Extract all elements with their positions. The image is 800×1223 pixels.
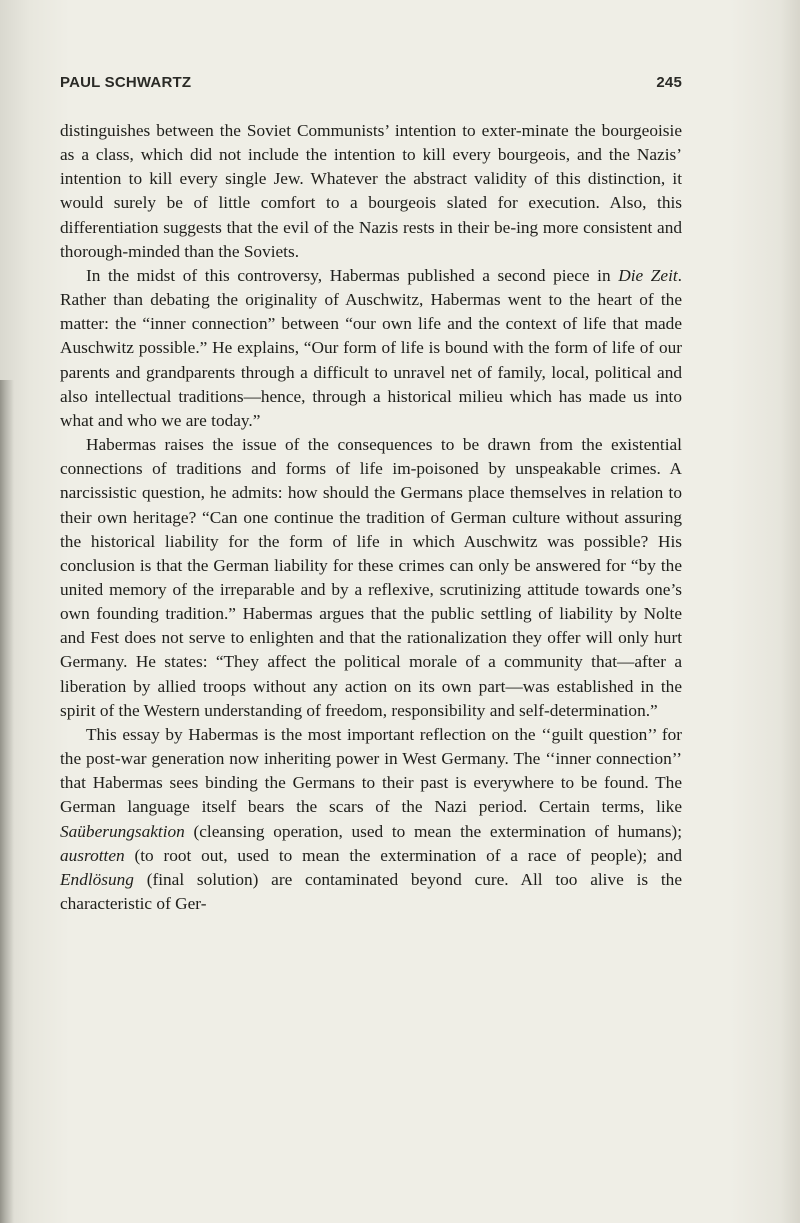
paragraph-4-text-2: (cleansing operation, used to mean the extermination of humans);: [184, 821, 682, 841]
paragraph-1: [60, 119, 682, 264]
paragraph-4: [60, 723, 682, 916]
term-endlosung: Endlösung: [60, 869, 134, 889]
paragraph-2-text-1: In the midst of this controversy, Habermas published a second piece in: [86, 265, 619, 285]
term-sauberungsaktion: Saüberungsaktion: [60, 821, 185, 841]
page-header: [60, 74, 682, 96]
paragraph-3: [60, 433, 682, 723]
publication-title-die-zeit: Die Zeit: [618, 265, 678, 285]
term-ausrotten: ausrotten: [60, 845, 125, 865]
paragraph-2: [60, 264, 682, 433]
paragraph-4-text-4: (final solution) are contaminated beyond cure. All too alive is the characteristic of Ger-: [60, 869, 682, 913]
paragraph-2-text-2: . Rather than debating the originality of Auschwitz, Habermas went to the heart of the matter: the “inner connection” between “our own life and the context of life that made Auschwitz possible.” He explains, “Our form of life is bound with the form of life of our parents and grandparents through a difficult to unravel net of family, local, political and also intellectual traditions—hence, through a historical milieu which has made us into what and who we are today.”: [60, 265, 682, 430]
paragraph-4-text-1: This essay by Habermas is the most important reflection on the ‘‘guilt question’’ for the post-war generation now inheriting power in West Germany. The ‘‘inner connection’’ that Habermas sees binding the Germans to their past is everywhere to be found. The German language itself bears the scars of the Nazi period. Certain terms, like: [60, 724, 682, 817]
paragraph-3-text: Habermas raises the issue of the consequences to be drawn from the existential connections of traditions and forms of life im-poisoned by unspeakable crimes. A narcissistic question, he admits: how should the Germans place themselves in relation to their own heritage? “Can one continue the tradition of German culture without assuring the historical liability for the form of life in which Auschwitz was possible? His conclusion is that the German liability for these crimes can only be answered for “by the united memory of the irreparable and by a reflexive, scrutinizing attitude towards one’s own founding tradition.” Habermas argues that the public settling of liability by Nolte and Fest does not serve to enlighten and that the rationalization they offer will only hurt Germany. He states: “They affect the political morale of a community that—after a liberation by allied troops without any action on its own part—was established in the spirit of the Western understanding of freedom, responsibility and self-determination.”: [60, 435, 682, 720]
paragraph-1-text: distinguishes between the Soviet Communists’ intention to exter-minate the bourgeoisie as a class, which did not include the intention to kill every bourgeois, and the Nazis’ intention to kill every single Jew. Whatever the abstract validity of this distinction, it would surely be of little comfort to a bourgeois slated for execution. Also, this differentiation suggests that the evil of the Nazis rests in their be-ing more consistent and thorough-minded than the Soviets.: [60, 121, 682, 261]
paragraph-4-text-3: (to root out, used to mean the extermination of a race of people); and: [124, 845, 682, 865]
running-head: PAUL SCHWARTZ: [60, 74, 192, 91]
body-text: [60, 119, 682, 916]
page-number: 245: [656, 74, 682, 91]
binding-shadow: [0, 380, 14, 1223]
